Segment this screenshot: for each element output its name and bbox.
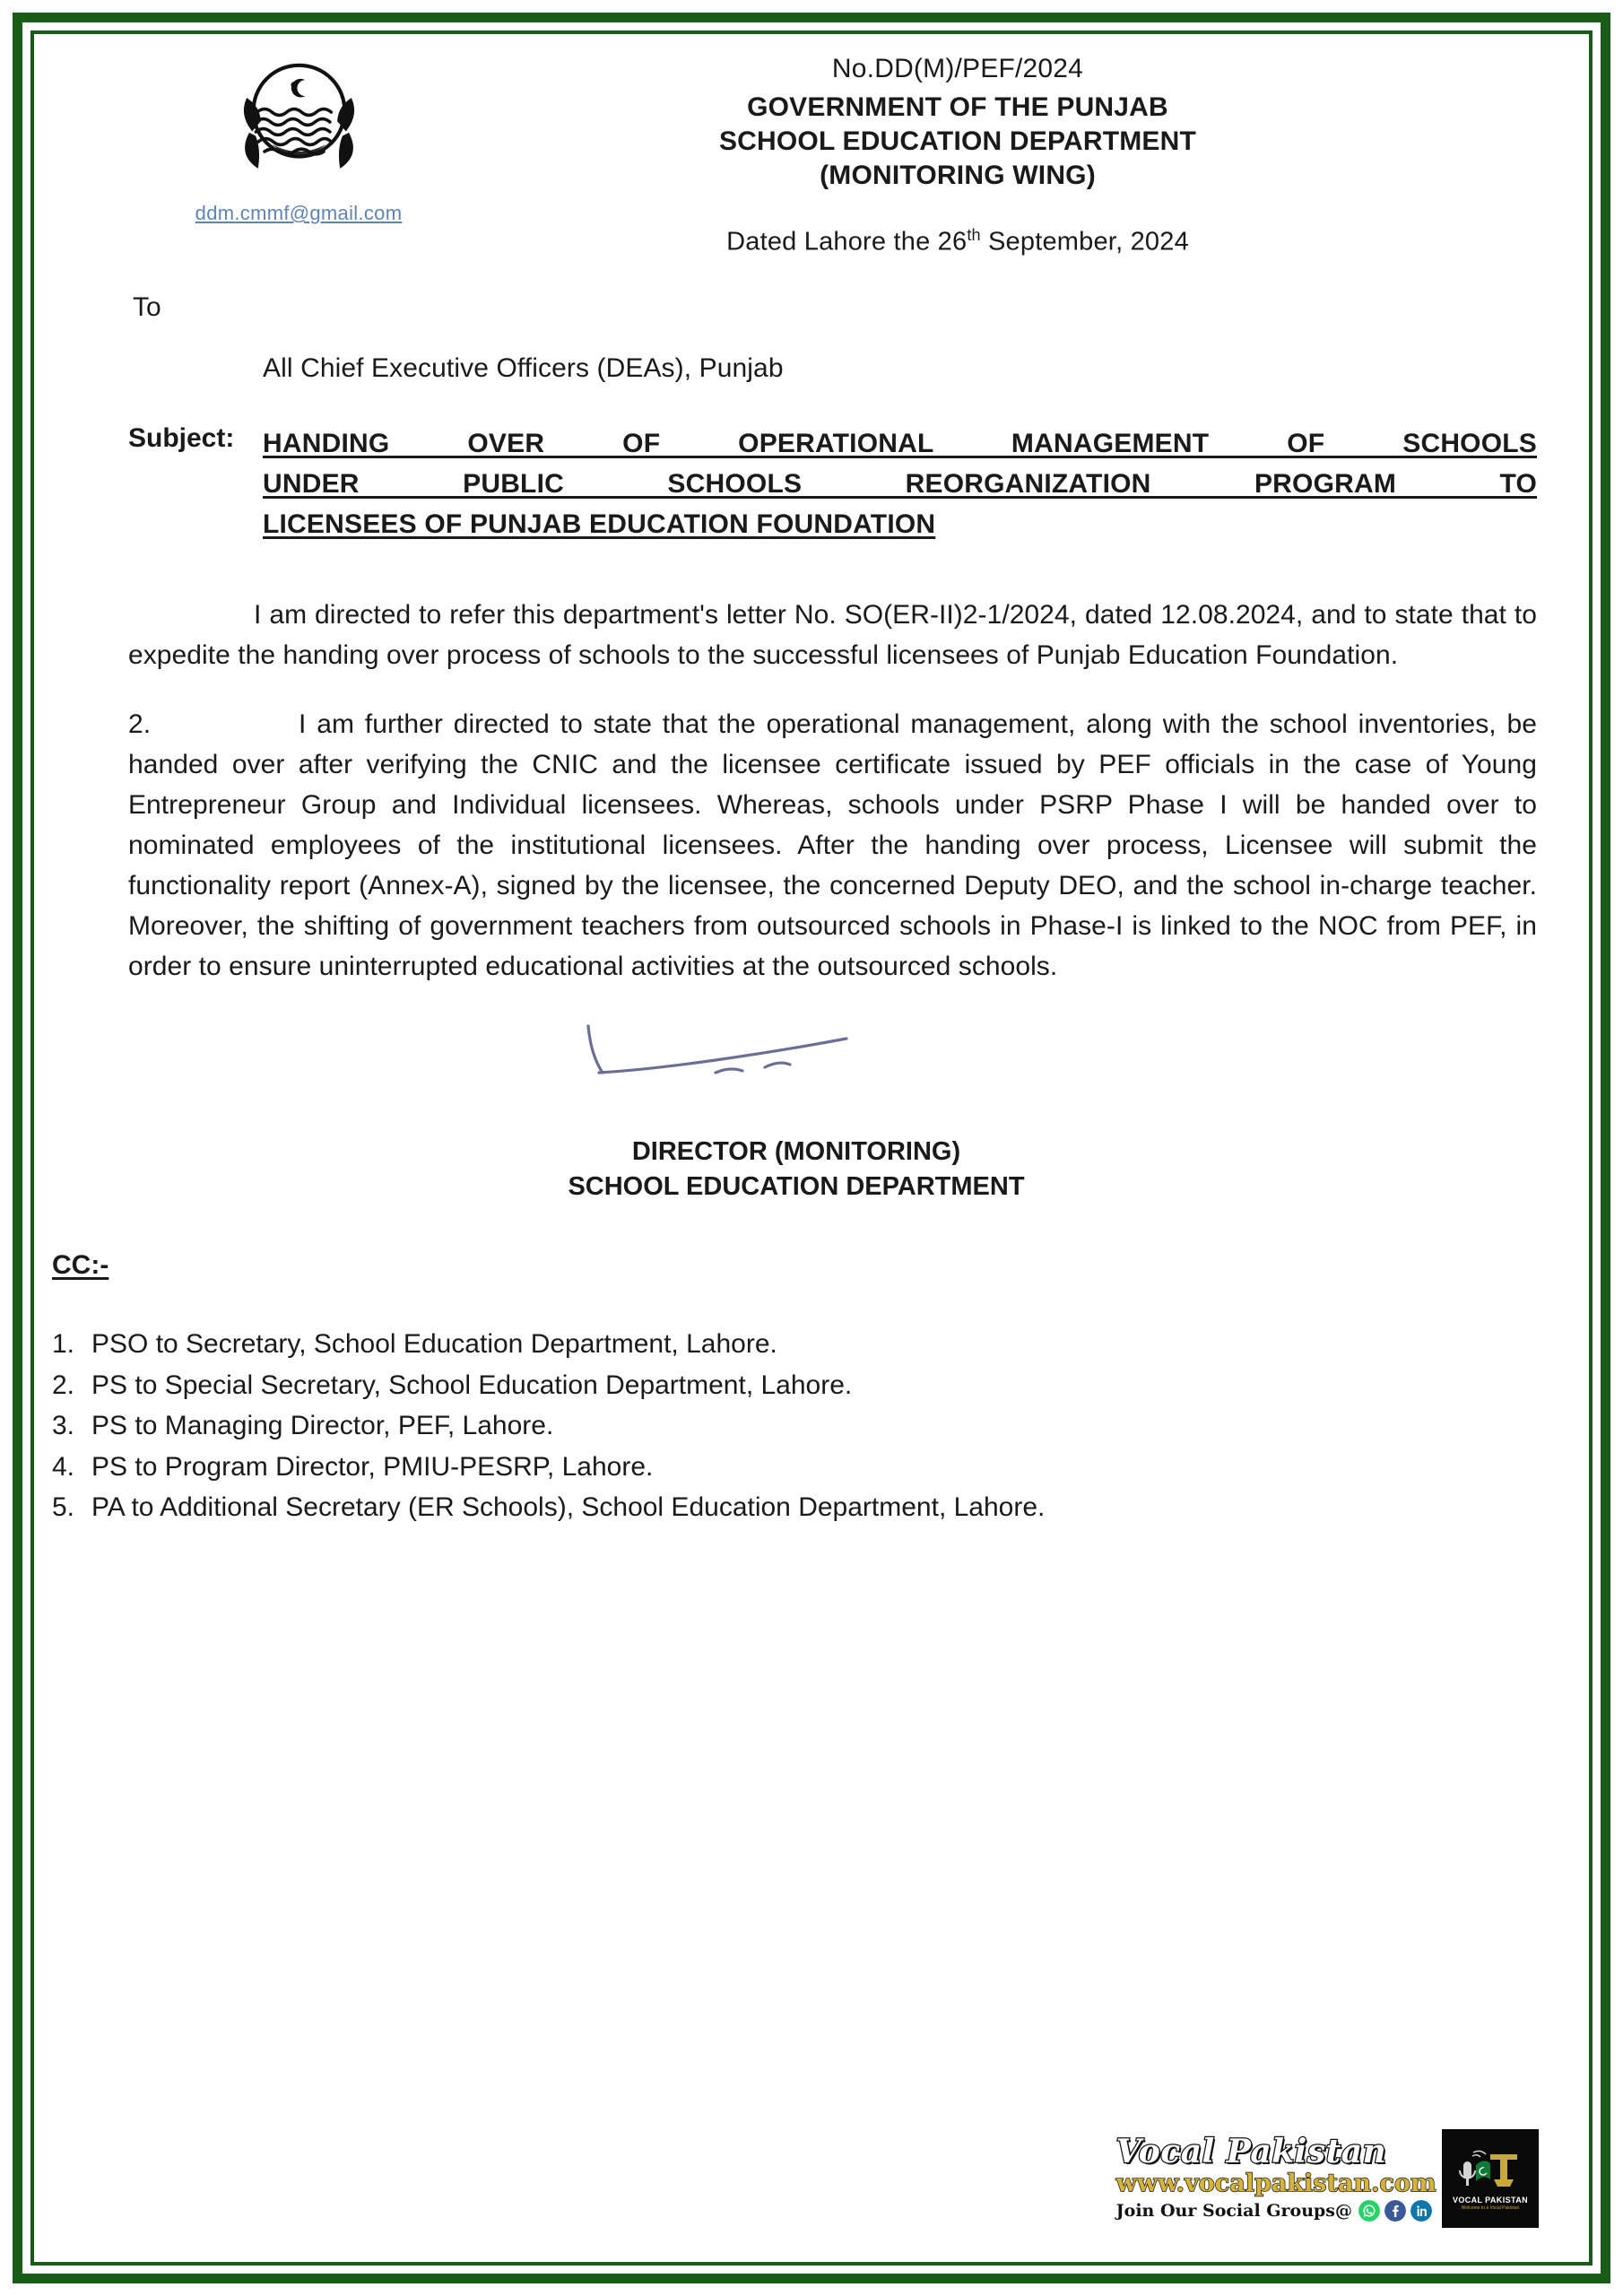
paragraph-2-text: I am further directed to state that the operational management, along with the school inventories, be handed over after verifying the CNIC and the licensee certificate issued by PEF officials in the case of Young Entrepreneur Group and Individual licensees. Whereas, schools under PSRP Phase I will be handed over to nominated employees of the institutional licensees. After the handing over process, Licensee will submit the functionality report (Annex-A), signed by the licensee, the concerned Deputy DEO, and the school in-charge teacher. Moreover, the shifting of government teachers from outsourced schools in Phase-I is linked to the NOC from PEF, in order to ensure uninterrupted educational activities at the outsourced schools. <box>128 709 1537 981</box>
watermark-social-icons <box>1358 2200 1436 2222</box>
government-line: GOVERNMENT OF THE PUNJAB <box>747 92 1168 122</box>
watermark-badge <box>1116 2129 1539 2228</box>
signatory-title-line-1: DIRECTOR (MONITORING) <box>631 1137 961 1166</box>
to-label: To <box>133 292 161 322</box>
paragraph-2 <box>128 704 1537 987</box>
subject-line-2: UNDER PUBLIC SCHOOLS REORGANIZATION PROGRAM TO <box>263 469 1537 499</box>
subject-line-3: LICENSEES OF PUNJAB EDUCATION FOUNDATION <box>263 509 936 539</box>
cc-list-item <box>52 1447 1580 1488</box>
department-line: SCHOOL EDUCATION DEPARTMENT <box>718 126 1197 156</box>
letter-body <box>43 595 1580 987</box>
handwritten-signature <box>581 1022 868 1085</box>
subject-line-1: HANDING OVER OF OPERATIONAL MANAGEMENT OF SCHOOLS <box>263 429 1537 458</box>
signatory-title <box>464 1135 1128 1205</box>
cc-list-item <box>52 1487 1580 1528</box>
cc-item-number: 4. <box>52 1451 75 1482</box>
watermark-url[interactable]: www.vocalpakistan.com <box>1115 2169 1436 2197</box>
cc-list-item <box>52 1405 1580 1447</box>
watermark-brand: Vocal Pakistan <box>1115 2132 1387 2170</box>
cc-section <box>43 1220 1580 1528</box>
cc-item-number: 2. <box>52 1370 75 1400</box>
emblem-block <box>151 43 447 225</box>
recipient-line: All Chief Executive Officers (DEAs), Punjab <box>263 353 784 383</box>
cc-item-text: PA to Additional Secretary (ER Schools), School Education Department, Lahore. <box>91 1492 1046 1523</box>
letterhead <box>43 43 1580 285</box>
cc-item-text: PS to Program Director, PMIU-PESRP, Lahore. <box>91 1451 654 1482</box>
subject-block <box>43 423 1580 544</box>
signature-area <box>43 1022 1580 1220</box>
watermark-social-row <box>1116 2200 1436 2222</box>
paragraph-1 <box>128 595 1537 675</box>
dated-line <box>429 226 1487 257</box>
dated-suffix: September, 2024 <box>980 228 1189 257</box>
subject-label: Subject: <box>128 423 235 453</box>
watermark-text-block <box>1116 2129 1442 2228</box>
cc-item-text: PS to Managing Director, PEF, Lahore. <box>91 1411 554 1441</box>
cc-list-item <box>52 1365 1580 1406</box>
cc-item-number: 1. <box>52 1329 75 1359</box>
wing-line: (MONITORING WING) <box>820 160 1096 190</box>
facebook-icon[interactable] <box>1384 2200 1406 2222</box>
paragraph-1-text: I am directed to refer this department's letter No. SO(ER-II)2-1/2024, dated 12.08.2024, and to state that to expedite the handing over process of schools to the successful licensees of Punjab Education Foundation. <box>128 600 1537 670</box>
punjab-government-emblem <box>225 43 373 191</box>
vocal-pakistan-logo-mark <box>1454 2147 1526 2194</box>
contact-email-link[interactable]: ddm.cmmf@gmail.com <box>195 202 403 224</box>
cc-item-number: 3. <box>52 1411 75 1441</box>
dated-ordinal-suffix: th <box>967 226 981 245</box>
reference-number: No.DD(M)/PEF/2024 <box>831 54 1084 83</box>
whatsapp-icon[interactable] <box>1358 2200 1380 2222</box>
cc-list-item <box>52 1324 1580 1365</box>
paragraph-2-number: 2. <box>128 709 152 739</box>
cc-item-number: 5. <box>52 1492 75 1523</box>
watermark-logo-caption: VOCAL PAKISTAN <box>1452 2195 1529 2205</box>
cc-item-text: PS to Special Secretary, School Education Department, Lahore. <box>91 1370 853 1400</box>
subject-text <box>263 423 1537 544</box>
cc-item-text: PSO to Secretary, School Education Department, Lahore. <box>91 1329 777 1359</box>
signatory-title-line-2: SCHOOL EDUCATION DEPARTMENT <box>568 1172 1025 1202</box>
linkedin-icon[interactable] <box>1410 2200 1432 2222</box>
cc-list <box>52 1324 1580 1528</box>
dated-prefix: Dated Lahore the 26 <box>726 228 968 257</box>
letter-sheet <box>43 43 1580 2253</box>
watermark-join-text: Join Our Social Groups@ <box>1115 2201 1352 2222</box>
watermark-logo <box>1442 2129 1539 2228</box>
watermark-logo-subtitle: Welcome to a Vocal Pakistan <box>1461 2205 1520 2211</box>
letterhead-text <box>429 54 1487 257</box>
cc-heading: CC:- <box>52 1250 109 1280</box>
